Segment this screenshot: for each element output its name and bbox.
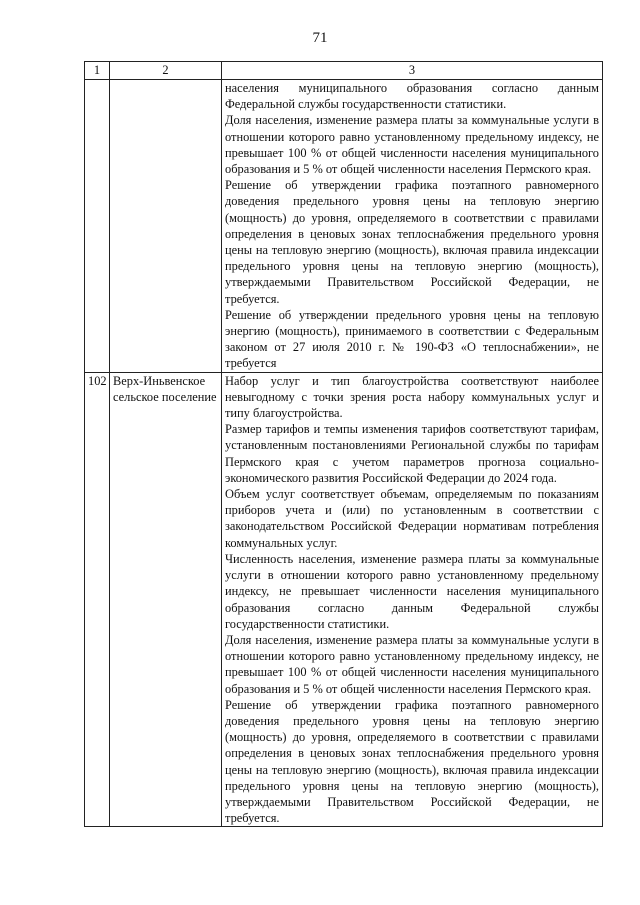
paragraph: Объем услуг соответствует объемам, определяемым по показаниям приборов учета и (или) по установленным в соответствии с законодательством Российской Федерации нормативам потребления коммунальных услуг. — [225, 487, 599, 550]
paragraph: Доля населения, изменение размера платы за коммунальные услуги в отношении которого равно установленному предельному индексу, не превышает 100 % от общей численности населения муниципального образования и 5 % от общей численности населения Пермского края. — [225, 632, 599, 696]
municipality-name — [110, 80, 222, 373]
row-number — [85, 80, 110, 373]
table-row — [85, 80, 603, 373]
paragraph: Численность населения, изменение размера платы за коммунальные услуги в отношении которого равно установленному предельному индексу, не превышает численности населения муниципального образования согласно данным Федеральной службы государственности статистики. — [225, 551, 599, 631]
row-text — [222, 372, 603, 827]
paragraph: Решение об утверждении графика поэтапного равномерного доведения предельного уровня цены на тепловую энергию (мощность) до уровня, определяемого в соответствии с правилами определения в ценовых зонах теплоснабжения предельного уровня цены на тепловую энергию (мощность), включая правила индексации предельного уровня цены на тепловую энергию (мощность), утверждаемыми Правительством Российской Федерации, не требуется. — [225, 178, 599, 306]
header-col-2: 2 — [110, 62, 222, 80]
paragraph: населения муниципального образования согласно данным Федеральной службы государственности статистики. — [225, 81, 599, 112]
row-text — [222, 80, 603, 373]
regulation-table — [84, 61, 603, 827]
table-row — [85, 372, 603, 827]
municipality-name: Верх-Иньвенское сельское поселение — [110, 372, 222, 827]
paragraph: Доля населения, изменение размера платы за коммунальные услуги в отношении которого равно установленному предельному индексу, не превышает 100 % от общей численности населения муниципального образования и 5 % от общей численности населения Пермского края. — [225, 113, 599, 177]
paragraph: Набор услуг и тип благоустройства соответствуют наиболее невыгодному с точки зрения роста набору коммунальных услуг и типу благоустройства. — [225, 373, 599, 421]
paragraph: Решение об утверждении предельного уровня цены на тепловую энергию (мощность), принимаемого в соответствии с Федеральным законом от 27 июля 2010 г. № 190-ФЗ «О теплоснабжении», не требуется — [225, 307, 599, 371]
paragraph: Решение об утверждении графика поэтапного равномерного доведения предельного уровня цены на тепловую энергию (мощность) до уровня, определяемого в соответствии с правилами определения в ценовых зонах теплоснабжения предельного уровня цены на тепловую энергию (мощность), включая правила индексации предельного уровня цены на тепловую энергию (мощность), утверждаемыми Правительством Российской Федерации, не требуется. — [225, 697, 599, 826]
header-col-1: 1 — [85, 62, 110, 80]
page-number: 71 — [312, 30, 328, 46]
header-col-3: 3 — [222, 62, 603, 80]
row-number: 102 — [85, 372, 110, 827]
table-header-row — [85, 62, 603, 80]
paragraph: Размер тарифов и темпы изменения тарифов соответствуют тарифам, установленным постановлениями Региональной службы по тарифам Пермского края с учетом параметров прогноза социально-экономического развития Российской Федерации до 2024 года. — [225, 422, 599, 485]
